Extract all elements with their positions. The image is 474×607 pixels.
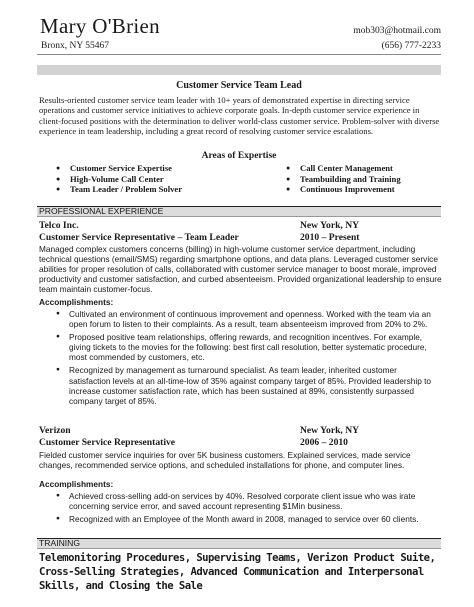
job-1-title-row [39, 232, 443, 243]
skill-item: ● Teambuilding and Training [286, 174, 401, 185]
header-divider [37, 54, 441, 55]
candidate-email[interactable]: mob303@hotmail.com [353, 26, 441, 36]
summary-paragraph: Results-oriented customer service team leader with 10+ years of demonstrated expertise in directing service operations and customer service initiatives to achieve corporate goals. In-depth customer service experience in client-focused positions with the determination to deliver world-class customer service. Problem-solver with diverse experience in team leadership, including a great record of resolving customer service escalations. [39, 95, 440, 136]
job-2-dates: 2006 – 2010 [300, 437, 348, 448]
job-1-title: Customer Service Representative – Team Leader [39, 232, 239, 243]
accomplishment-item: ● Recognized by management as turnaround specialist. As team leader, inherited customer satisfaction levels at an all-time-low of 35% against company target of 85%. Provided leadership to increase customer satisfaction rate, which has been sustained at 89%, consistently surpassed company target of 85%. [56, 365, 440, 405]
job-2-company-row [39, 425, 443, 436]
job-2-description: Fielded customer service inquiries for over 5K business customers. Explained services, made service changes, recommended service options, and scheduled installations for phone, and computer lines. [39, 450, 411, 471]
job-2-location: New York, NY [300, 425, 360, 436]
job-2-title-row [39, 437, 443, 448]
skill-item: ● Continuous Improvement [286, 184, 401, 195]
skill-item: ● High-Volume Call Center [56, 174, 182, 185]
resume-headline: Customer Service Team Lead [176, 80, 302, 91]
job-1-description: Managed complex customers concerns (billing) in high-volume customer service department, including technical questions (email/SMS) regarding smartphone options, and data plans. Leveraged customer service abilities for proper resolution of calls, collaborated with customer service manager to boost morale, improved productivity and customer satisfaction, and curbed absenteeism. Provided organizational leadership to ensure team maintain customer-focus. [39, 244, 442, 295]
job-2-accomplishments-label: Accomplishments: [39, 479, 114, 489]
job-1-location: New York, NY [300, 220, 360, 231]
accomplishment-item: ● Recognized with an Employee of the Month award in 2008, managed to service over 60 clients. [56, 514, 440, 524]
job-2-accomplishments [56, 491, 440, 524]
skill-item: ● Team Leader / Problem Solver [56, 184, 182, 195]
skills-list-right [286, 163, 401, 195]
candidate-phone: (656) 777-2233 [381, 41, 441, 51]
job-1-dates: 2010 – Present [300, 232, 360, 243]
candidate-name: Mary O'Brien [40, 14, 160, 38]
job-1-accomplishments-label: Accomplishments: [39, 297, 114, 307]
skill-item: ● Customer Service Expertise [56, 163, 182, 174]
job-2-company: Verizon [39, 425, 71, 436]
experience-section-heading: PROFESSIONAL EXPERIENCE [37, 206, 441, 217]
job-1-accomplishments [56, 309, 440, 406]
job-2-title: Customer Service Representative [39, 437, 176, 448]
candidate-location: Bronx, NY 55467 [41, 41, 109, 51]
areas-of-expertise-title: Areas of Expertise [201, 151, 277, 161]
skills-list-left [56, 163, 182, 195]
accomplishment-item: ● Proposed positive team relationships, offering rewards, and recognition incentives. For example, giving tickets to the movies for the following: best first call resolution, better systematic procedure, most commended by customers, etc. [56, 332, 440, 362]
header-band [37, 65, 441, 75]
training-list: Telemonitoring Procedures, Supervising Teams, Verizon Product Suite, Cross-Selling Strategies, Advanced Communication and Interpersonal Skills, and Closing the Sale [39, 552, 436, 592]
accomplishment-item: ● Achieved cross-selling add-on services by 40%. Resolved corporate client issue who was irate concerning service error, and saved account representing $1Min business. [56, 491, 440, 511]
training-section-heading: TRAINING [37, 538, 441, 549]
job-1-company-row [39, 220, 443, 231]
accomplishment-item: ● Cultivated an environment of continuous improvement and openness. Worked with the team via an open forum to listen to their complaints. As a result, team absenteeism improved from 20% to 2%. [56, 309, 440, 329]
skill-item: ● Call Center Management [286, 163, 401, 174]
job-1-company: Telco Inc. [39, 220, 79, 231]
